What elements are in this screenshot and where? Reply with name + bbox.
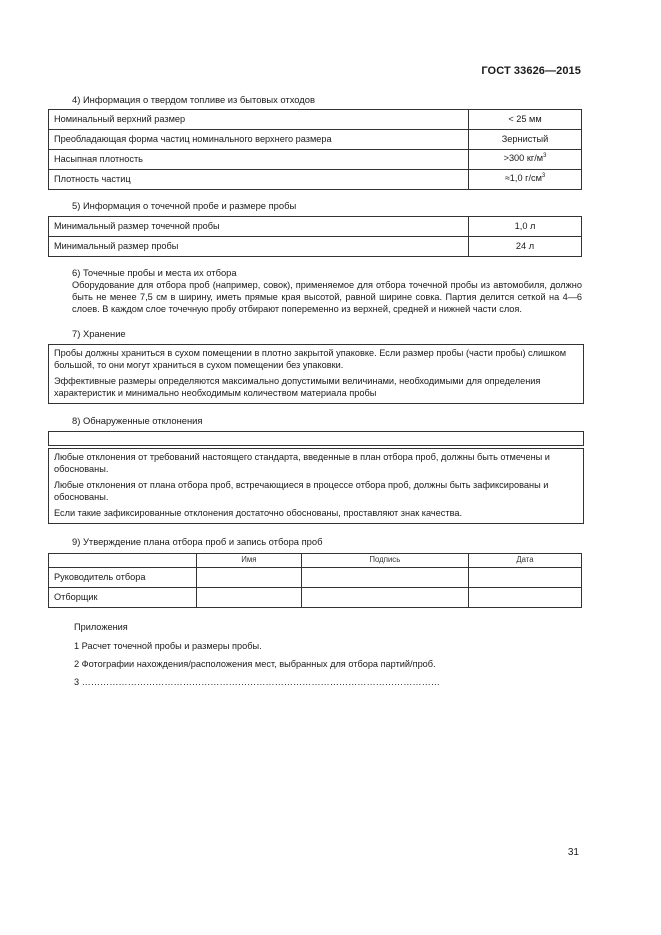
value-exponent: 3 bbox=[541, 173, 546, 180]
signature-cell bbox=[301, 588, 468, 608]
row-label: Минимальный размер пробы bbox=[49, 237, 469, 257]
row-value bbox=[469, 150, 582, 170]
row-role: Отборщик bbox=[49, 588, 197, 608]
row-label: Насыпная плотность bbox=[49, 150, 469, 170]
row-value: 1,0 л bbox=[469, 217, 582, 237]
table-row bbox=[49, 150, 582, 170]
table-row bbox=[49, 217, 582, 237]
approval-table bbox=[48, 553, 582, 608]
appendix-item-1: 1 Расчет точечной пробы и размеры пробы. bbox=[74, 641, 262, 651]
table-header-row bbox=[49, 554, 582, 568]
section-9-title: 9) Утверждение плана отбора проб и запись отбора проб bbox=[72, 536, 323, 547]
table-row bbox=[49, 237, 582, 257]
appendix-item-2: 2 Фотографии нахождения/расположения мест, выбранных для отбора партий/проб. bbox=[74, 659, 436, 669]
row-label: Плотность частиц bbox=[49, 170, 469, 190]
name-cell bbox=[197, 588, 302, 608]
table-row bbox=[49, 588, 582, 608]
row-label: Преобладающая форма частиц номинального верхнего размера bbox=[49, 130, 469, 150]
row-label: Номинальный верхний размер bbox=[49, 110, 469, 130]
name-cell bbox=[197, 568, 302, 588]
deviations-paragraph-2: Любые отклонения от плана отбора проб, встречающиеся в процессе отбора проб, должны быть зафиксированы и обоснованы. bbox=[54, 479, 549, 502]
table-row bbox=[49, 568, 582, 588]
table-row bbox=[49, 170, 582, 190]
deviations-empty-row bbox=[48, 431, 584, 446]
row-value: Зернистый bbox=[469, 130, 582, 150]
date-cell bbox=[469, 588, 582, 608]
deviations-paragraph-3: Если такие зафиксированные отклонения достаточно обоснованы, проставляют знак качества. bbox=[54, 507, 463, 518]
row-value: < 25 мм bbox=[469, 110, 582, 130]
appendix-item-3: 3 ……………………………………………………………………………………………………… bbox=[74, 677, 440, 687]
value-text: ≈1,0 г/см bbox=[504, 173, 542, 184]
header-empty bbox=[49, 554, 197, 568]
row-value bbox=[469, 170, 582, 190]
section-4-title: 4) Информация о твердом топливе из бытовых отходов bbox=[72, 94, 315, 105]
section-6-title: 6) Точечные пробы и места их отбора bbox=[72, 267, 237, 278]
storage-paragraph-2: Эффективные размеры определяются максимально допустимыми величинами, необходимыми для определения характеристик и минимально необходимым количеством материала пробы bbox=[54, 375, 541, 398]
value-text: >300 кг/м bbox=[503, 153, 544, 164]
deviations-box bbox=[48, 448, 584, 524]
table-row bbox=[49, 110, 582, 130]
header-name: Имя bbox=[197, 554, 302, 568]
header-date: Дата bbox=[469, 554, 582, 568]
fuel-info-table bbox=[48, 109, 582, 190]
storage-box bbox=[48, 344, 584, 404]
section-6-text bbox=[48, 280, 582, 316]
section-7-title: 7) Хранение bbox=[72, 328, 126, 339]
signature-cell bbox=[301, 568, 468, 588]
appendix-title: Приложения bbox=[74, 622, 128, 632]
row-label: Минимальный размер точечной пробы bbox=[49, 217, 469, 237]
section-5-title: 5) Информация о точечной пробе и размере пробы bbox=[72, 200, 297, 211]
value-exponent: 3 bbox=[543, 153, 547, 160]
deviations-paragraph-1: Любые отклонения от требований настоящего стандарта, введенные в план отбора проб, должны быть отмечены и обоснованы. bbox=[54, 452, 550, 474]
page-number: 31 bbox=[567, 847, 579, 858]
document-code: ГОСТ 33626—2015 bbox=[481, 65, 581, 77]
table-row bbox=[49, 130, 582, 150]
section-6-paragraph: Оборудование для отбора проб (например, совок), применяемое для отбора точечной пробы из автомобиля, должно быть не менее 7,5 см в ширину, иметь прямые края высотой, равной ширине совка. Партия делится сеткой на 4—6 слоев. В каждом слое точечную пробу отбирают попеременно из верхней, средней и нижней части слоя. bbox=[72, 280, 582, 314]
row-role: Руководитель отбора bbox=[49, 568, 197, 588]
header-signature: Подпись bbox=[301, 554, 468, 568]
storage-paragraph-1: Пробы должны храниться в сухом помещении в плотно закрытой упаковке. Если размер пробы (части пробы) слишком большой, то они могут храниться в сухом помещении без упаковки. bbox=[54, 348, 567, 370]
sample-size-table bbox=[48, 216, 582, 257]
row-value: 24 л bbox=[469, 237, 582, 257]
section-8-title: 8) Обнаруженные отклонения bbox=[72, 415, 203, 426]
date-cell bbox=[469, 568, 582, 588]
